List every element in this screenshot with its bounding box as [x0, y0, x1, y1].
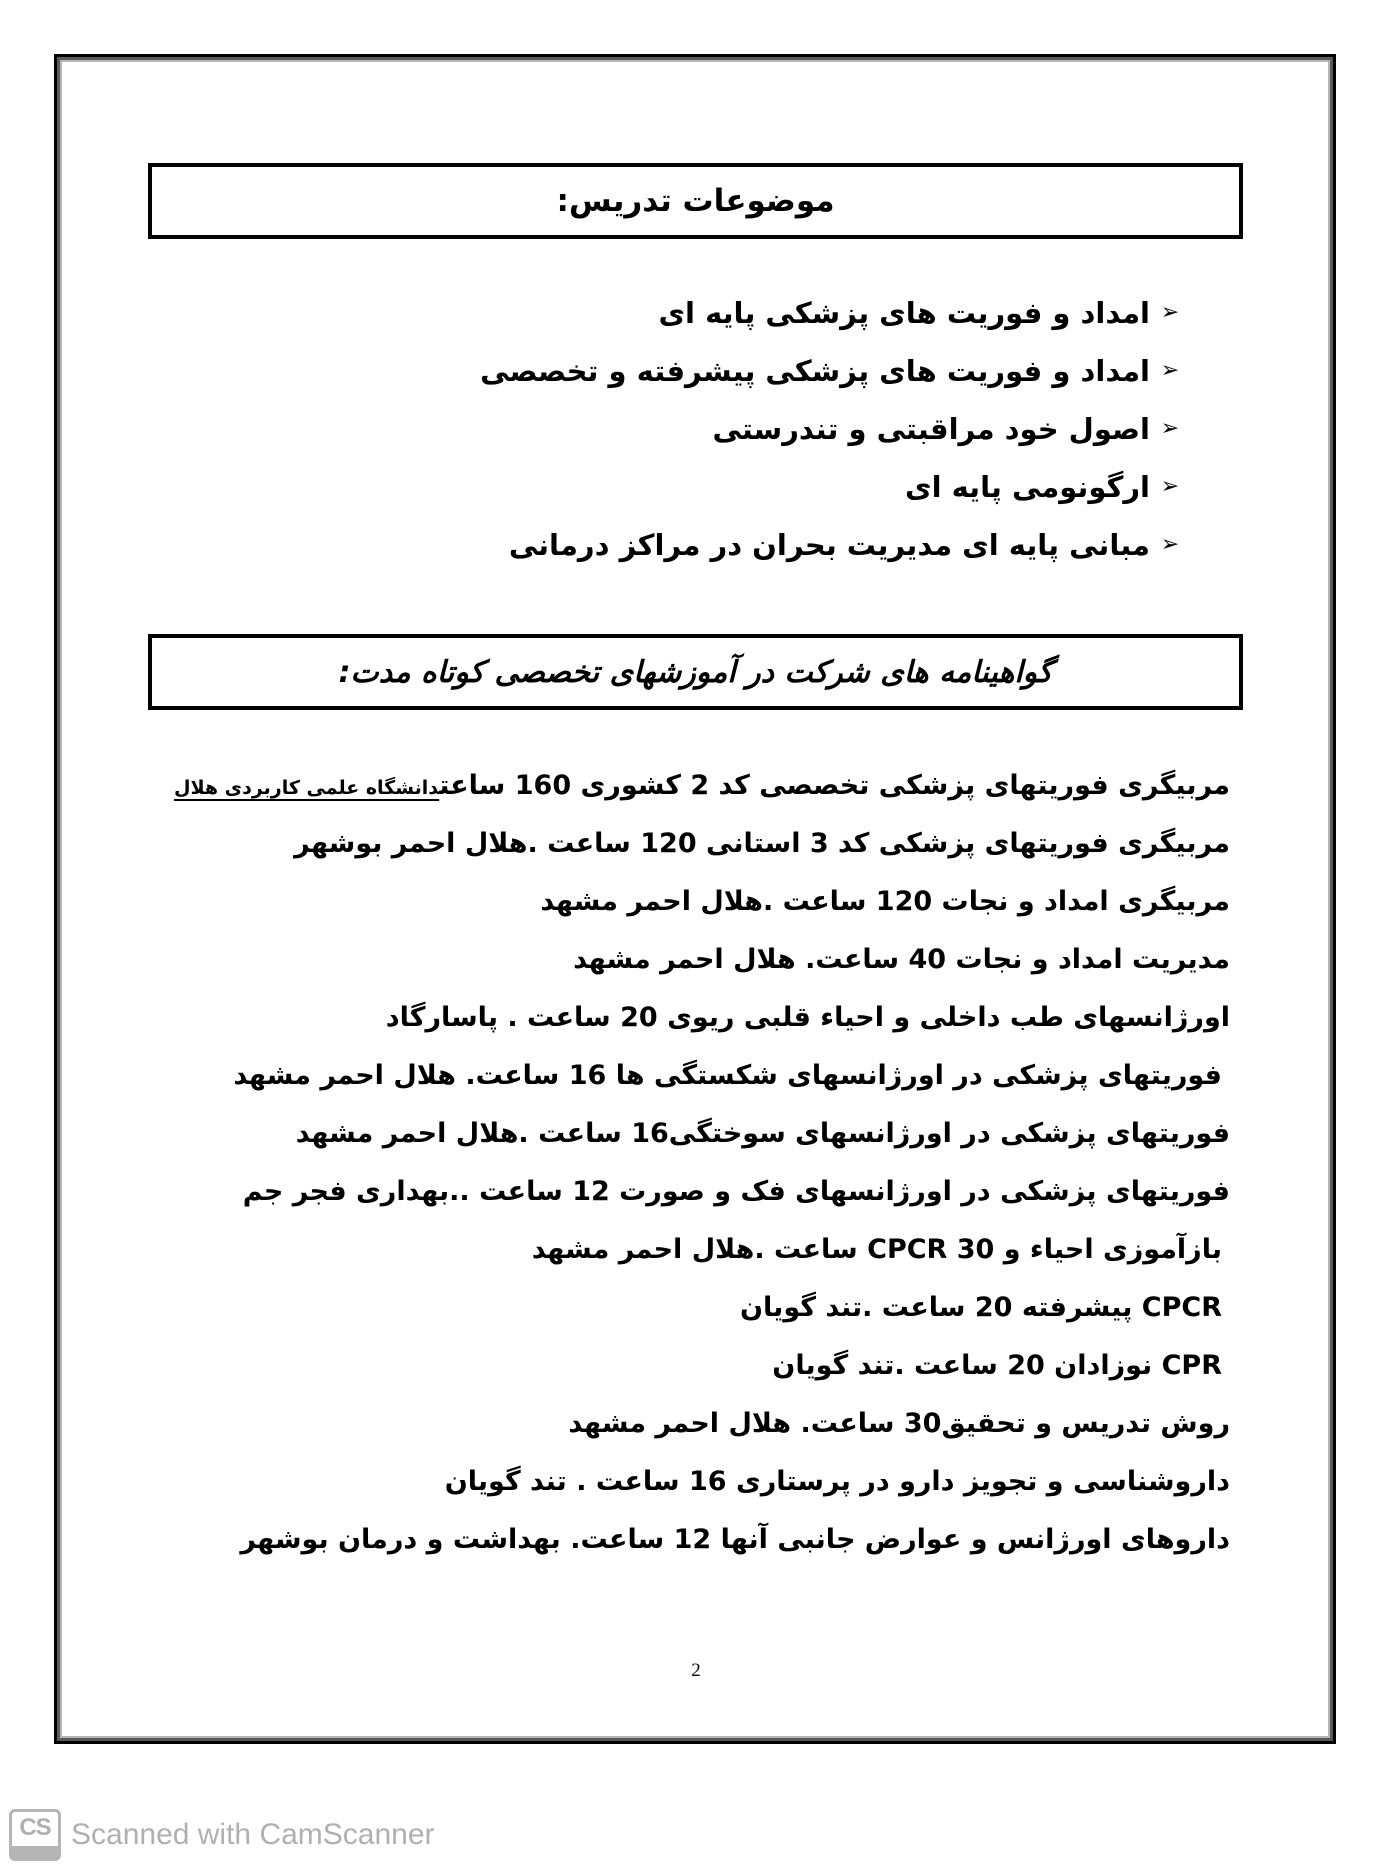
topic-text: امداد و فوریت های پزشکی پیشرفته و تخصصی: [480, 354, 1150, 388]
list-item: [400, 458, 1190, 516]
topic-text: ارگونومی پایه ای: [904, 470, 1150, 504]
teaching-topics-header: [148, 163, 1243, 239]
certificate-line: فوریتهای پزشکی در اورژانسهای سوختگی16 ساعت .هلال احمر مشهد: [295, 1118, 1230, 1149]
certificate-line: مربیگری امداد و نجات 120 ساعت .هلال احمر مشهد: [540, 886, 1230, 917]
list-item: [400, 284, 1190, 342]
watermark-text: Scanned with CamScanner: [71, 1818, 435, 1851]
list-item: [400, 516, 1190, 574]
certificate-line: داروهای اورژانس و عوارض جانبی آنها 12 ساعت. بهداشت و درمان بوشهر: [240, 1524, 1230, 1555]
camscanner-watermark: [9, 1808, 435, 1862]
page-number: 2: [691, 1660, 701, 1681]
certificate-line: [150, 757, 1230, 815]
arrowhead-bullet-icon: ➢: [1160, 300, 1180, 325]
list-item: [400, 342, 1190, 400]
certificate-text: مربیگری فوریتهای پزشکی تخصصی کد 2 کشوری 160 ساعت: [439, 770, 1230, 801]
topic-text: مبانی پایه ای مدیریت بحران در مراکز درمانی: [508, 528, 1150, 562]
camscanner-logo-bar: [12, 1846, 58, 1858]
topic-text: امداد و فوریت های پزشکی پایه ای: [658, 296, 1150, 330]
certificates-list: [150, 757, 1230, 1569]
certificate-line: فوریتهای پزشکی در اورژانسهای فک و صورت 12 ساعت ..بهداری فجر جم: [242, 1176, 1230, 1207]
list-item: [400, 400, 1190, 458]
certificates-header: [148, 634, 1243, 710]
certificate-line: مدیریت امداد و نجات 40 ساعت. هلال احمر مشهد: [573, 944, 1230, 975]
certificates-title: گواهینامه های شرکت در آموزشهای تخصصی کوتاه مدت:: [338, 654, 1053, 690]
certificate-line: مربیگری فوریتهای پزشکی کد 3 استانی 120 ساعت .هلال احمر بوشهر: [294, 828, 1230, 859]
certificate-line: داروشناسی و تجویز دارو در پرستاری 16 ساعت . تند گویان: [444, 1466, 1230, 1497]
arrowhead-bullet-icon: ➢: [1160, 416, 1180, 441]
camscanner-logo-icon: [9, 1809, 61, 1861]
certificate-institution: دانشگاه علمی کاربردی هلال: [173, 777, 440, 799]
certificate-line: اورژانسهای طب داخلی و احیاء قلبی ریوی 20 ساعت . پاسارگاد: [385, 1002, 1230, 1033]
certificate-line: بازآموزی احیاء و CPCR 30 ساعت .هلال احمر مشهد: [531, 1234, 1222, 1265]
certificate-line: CPR نوزادان 20 ساعت .تند گویان: [772, 1350, 1222, 1381]
teaching-topics-title: موضوعات تدریس:: [556, 183, 835, 219]
arrowhead-bullet-icon: ➢: [1160, 532, 1180, 557]
teaching-topics-list: [400, 284, 1190, 574]
topic-text: اصول خود مراقبتی و تندرستی: [712, 412, 1150, 446]
arrowhead-bullet-icon: ➢: [1160, 358, 1180, 383]
certificate-line: فوریتهای پزشکی در اورژانسهای شکستگی ها 16 ساعت. هلال احمر مشهد: [233, 1060, 1222, 1091]
certificate-line: CPCR پیشرفته 20 ساعت .تند گویان: [740, 1292, 1222, 1323]
arrowhead-bullet-icon: ➢: [1160, 474, 1180, 499]
camscanner-logo-text: CS: [19, 1814, 51, 1841]
certificate-line: روش تدریس و تحقیق30 ساعت. هلال احمر مشهد: [568, 1408, 1230, 1439]
